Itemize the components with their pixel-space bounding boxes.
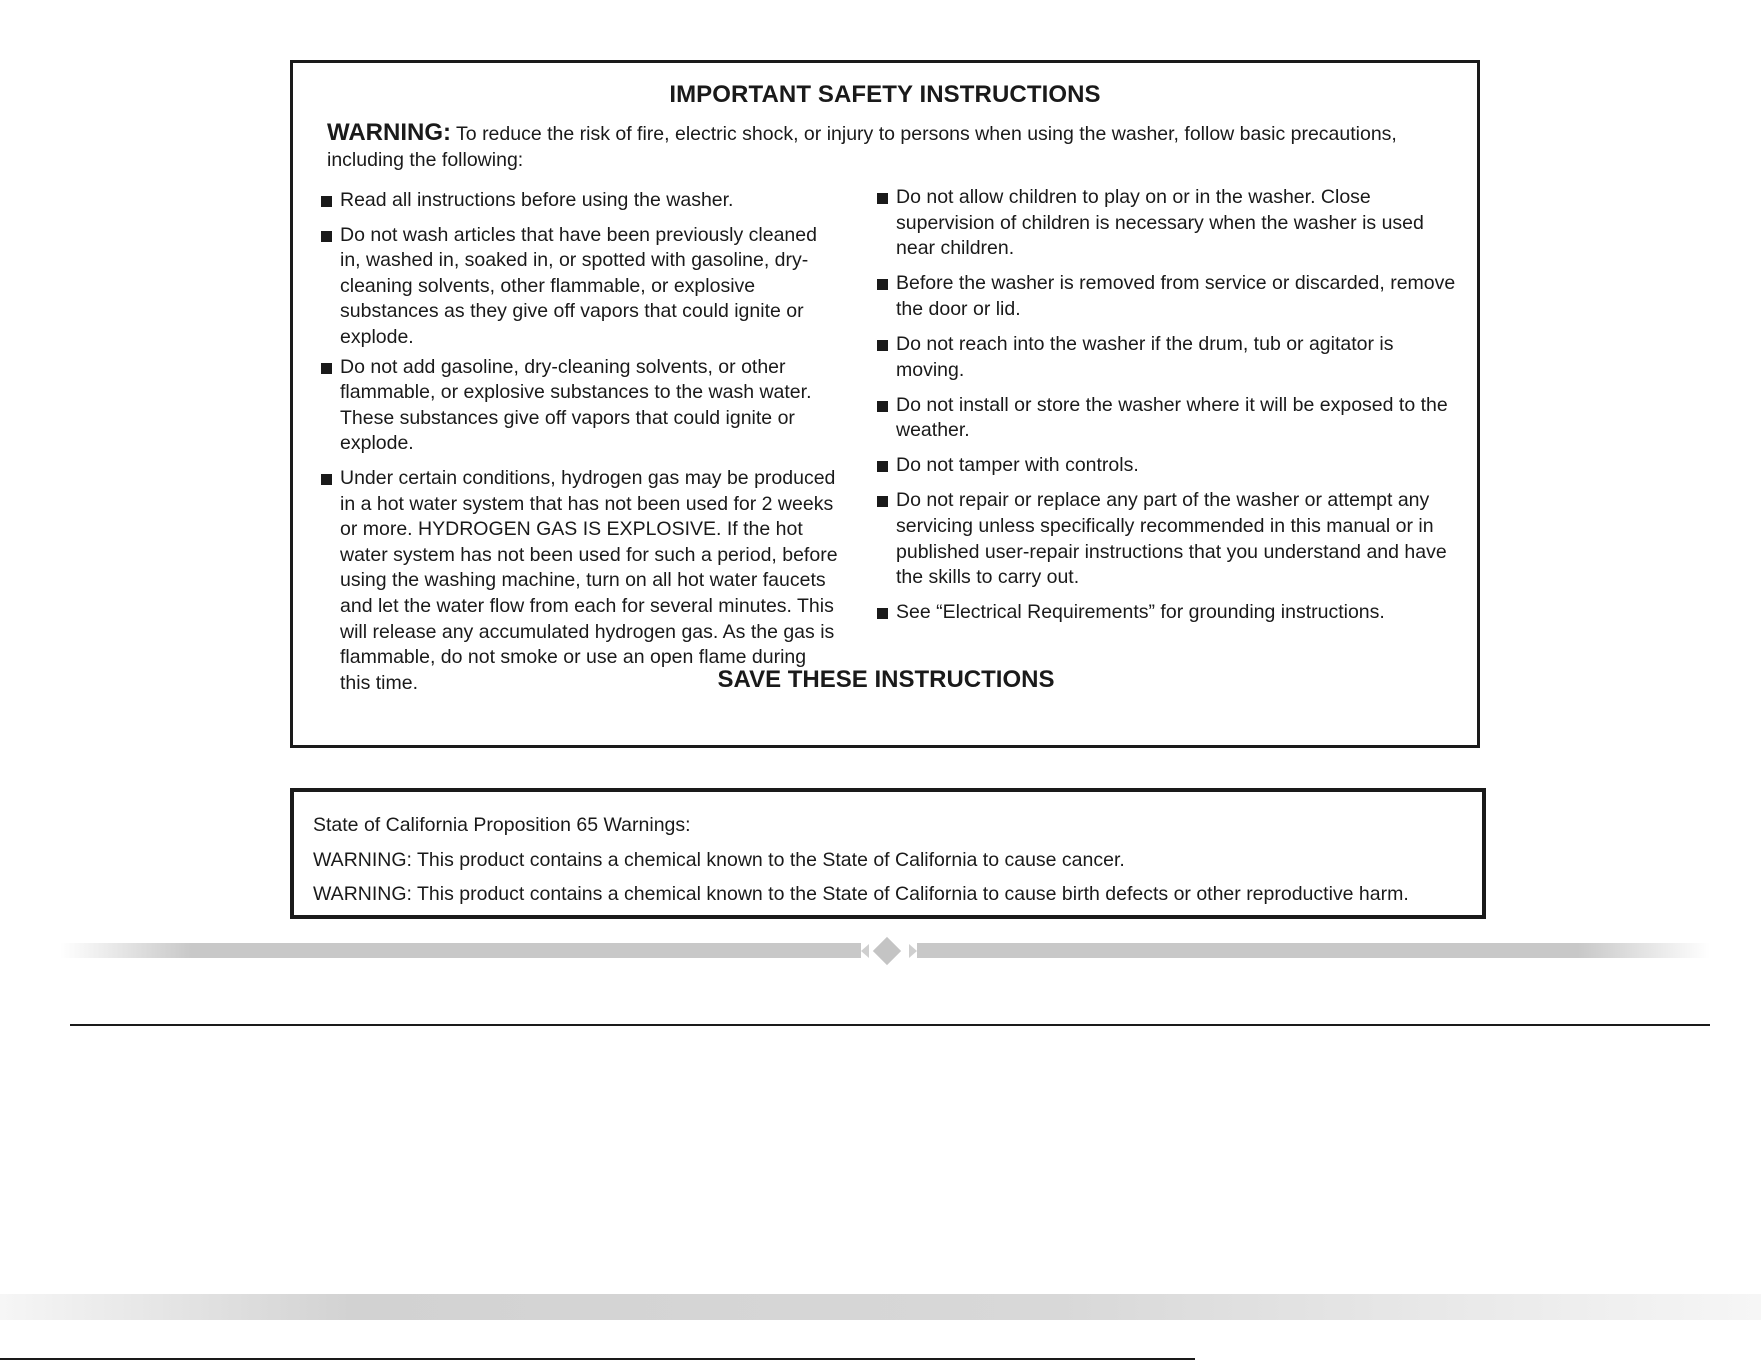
footer-rule xyxy=(0,1358,1195,1360)
square-bullet-icon xyxy=(877,279,888,290)
square-bullet-icon xyxy=(321,196,332,207)
list-item: Do not install or store the washer where it will be exposed to the weather. xyxy=(877,393,1457,444)
list-item: See “Electrical Requirements” for grounding instructions. xyxy=(877,600,1457,626)
prop65-warning-cancer: WARNING: This product contains a chemical known to the State of California to cause cancer. xyxy=(313,848,1125,871)
list-item: Under certain conditions, hydrogen gas may be produced in a hot water system that has not been used for 2 weeks or more. HYDROGEN GAS IS EXPLOSIVE. If the hot water system has not been used for such a period, before using the washing machine, turn on all hot water faucets and let the water flow from each for several minutes. This will release any accumulated hydrogen gas. As the gas is flammable, do not smoke or use an open flame during this time. xyxy=(321,466,841,696)
square-bullet-icon xyxy=(877,496,888,507)
prop65-warning-birth-defects: WARNING: This product contains a chemical known to the State of California to cause birth defects or other reproductive harm. xyxy=(313,883,1409,905)
square-bullet-icon xyxy=(877,608,888,619)
square-bullet-icon xyxy=(877,193,888,204)
horizontal-rule xyxy=(70,1024,1710,1026)
right-column-list xyxy=(877,185,1457,635)
square-bullet-icon xyxy=(321,363,332,374)
square-bullet-icon xyxy=(877,461,888,472)
warning-label: WARNING: xyxy=(327,119,451,146)
list-item: Read all instructions before using the washer. xyxy=(321,188,841,214)
safety-title: IMPORTANT SAFETY INSTRUCTIONS xyxy=(669,81,1101,108)
divider-arrow-right-icon xyxy=(909,944,917,958)
left-column-list xyxy=(321,188,841,705)
warning-intro xyxy=(327,120,1447,173)
divider-arrow-left-icon xyxy=(861,944,869,958)
save-instructions-title: SAVE THESE INSTRUCTIONS xyxy=(717,666,1055,693)
list-item: Do not add gasoline, dry-cleaning solvents, or other flammable, or explosive substances to the wash water. These substances give off vapors that could ignite or explode. xyxy=(321,355,841,457)
list-item: Do not tamper with controls. xyxy=(877,453,1457,479)
list-item: Do not allow children to play on or in the washer. Close supervision of children is necessary when the washer is used near children. xyxy=(877,185,1457,262)
warning-text: To reduce the risk of fire, electric shock, or injury to persons when using the washer, follow basic precautions, including the following: xyxy=(327,123,1397,171)
square-bullet-icon xyxy=(877,401,888,412)
list-item: Do not reach into the washer if the drum, tub or agitator is moving. xyxy=(877,332,1457,383)
prop65-heading: State of California Proposition 65 Warnings: xyxy=(313,814,691,836)
prop65-warning-box xyxy=(290,788,1486,919)
square-bullet-icon xyxy=(321,474,332,485)
square-bullet-icon xyxy=(321,231,332,242)
safety-instructions-box xyxy=(290,60,1480,748)
list-item: Before the washer is removed from service or discarded, remove the door or lid. xyxy=(877,271,1457,322)
list-item: Do not wash articles that have been previously cleaned in, washed in, soaked in, or spotted with gasoline, dry-cleaning solvents, other flammable, or explosive substances as they give off vapors that could ignite or explode. xyxy=(321,223,841,351)
list-item: Do not repair or replace any part of the washer or attempt any servicing unless specifically recommended in this manual or in published user-repair instructions that you understand and have the skills to carry out. xyxy=(877,488,1457,590)
footer-band xyxy=(0,1294,1761,1320)
square-bullet-icon xyxy=(877,340,888,351)
